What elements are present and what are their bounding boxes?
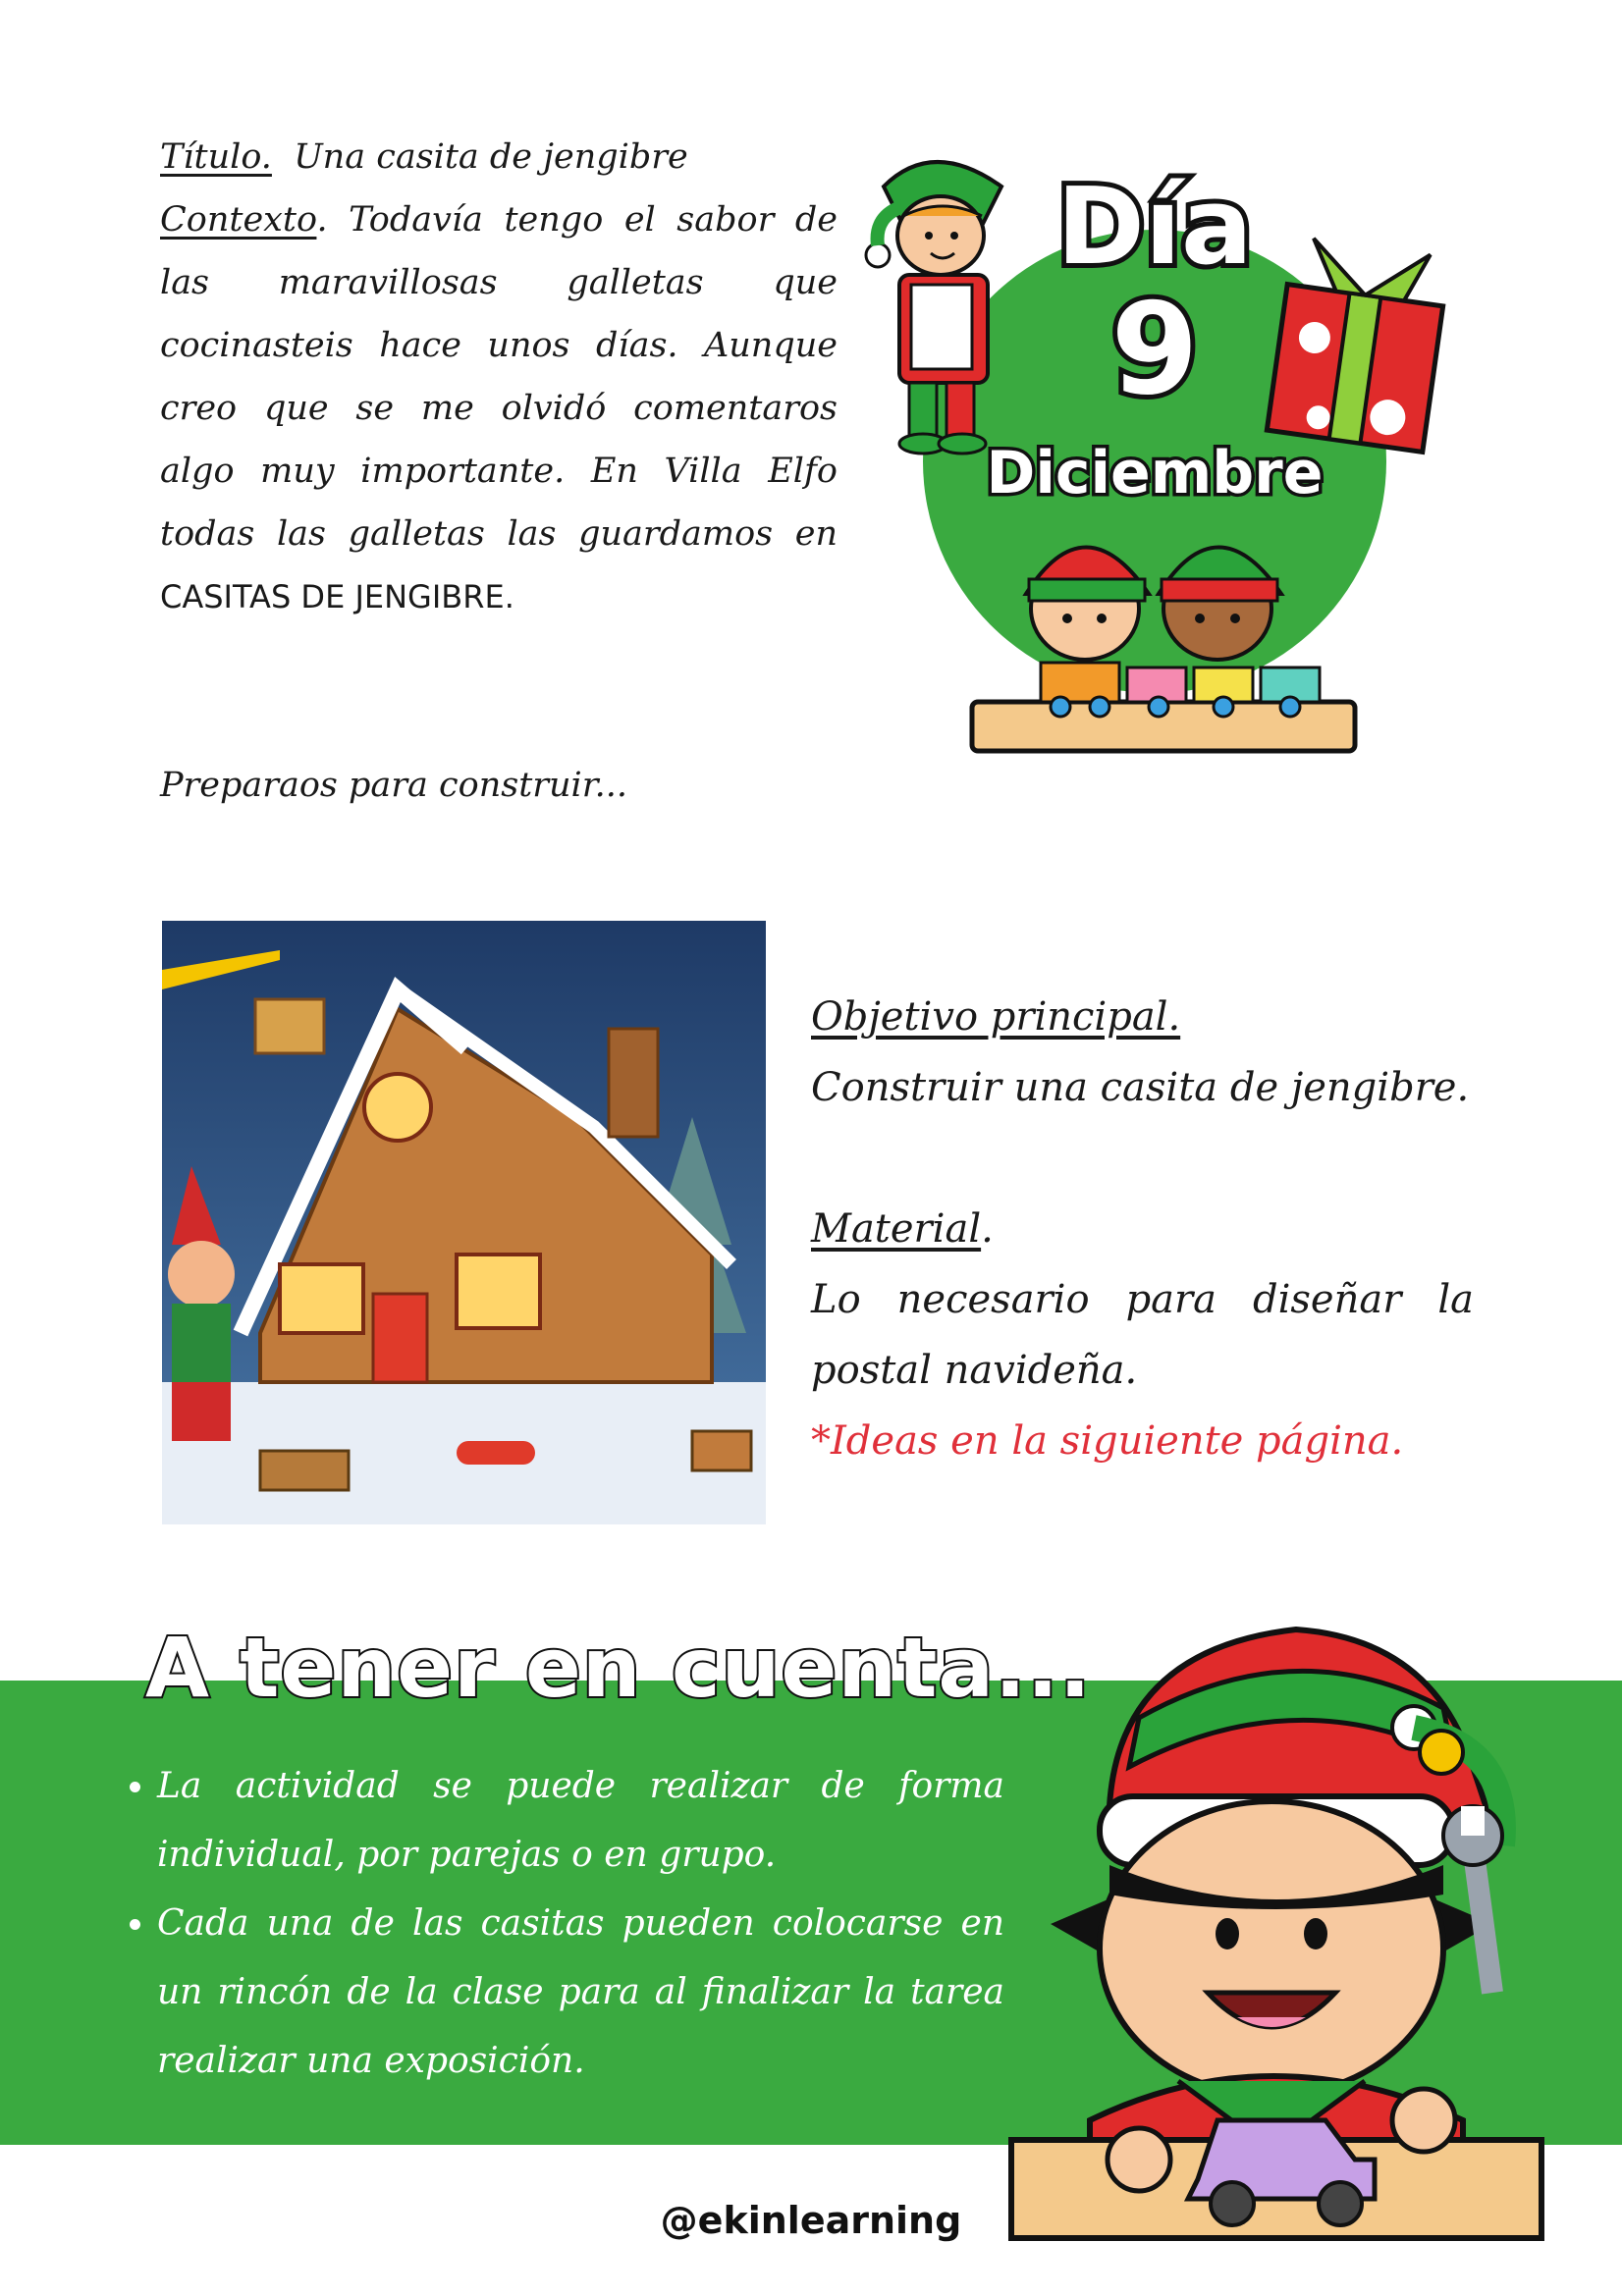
material-line: Material. [811,1206,994,1252]
day-number: 9 [1110,277,1199,423]
context-label: Contexto [160,200,317,240]
context-text: . Todavía tengo el sabor de las maravillosas galletas que cocinasteis hace unos días. Aunque creo que se me olvidó comentaros algo muy importante. En Villa Elfo todas las galletas las guardamos en [160,200,838,554]
day-badge [864,147,1473,775]
gift-icon [1267,239,1442,453]
objective-label: Objetivo principal. [811,994,1181,1040]
gingerbread-house-picture [162,921,766,1524]
elf-with-wrench-and-toy-car-icon [1001,1571,1581,2248]
tip-item: • La actividad se puede realizar de forma individual, por parejas o en grupo. [157,1752,1004,1890]
title-line [160,126,838,188]
material-label: Material [811,1206,982,1252]
tips-title: A tener en cuenta... [145,1620,1092,1716]
footer-handle: @ekinlearning [660,2199,962,2242]
tip-item: • Cada una de las casitas pueden colocarse en un rincón de la clase para al finalizar la tarea realizar una exposición. [157,1890,1004,2096]
objective-block [811,982,1474,1476]
title-label: Título. [160,137,272,177]
tips-list [116,1752,1004,2096]
context-paragraph [160,188,838,628]
month-label: Diciembre [986,439,1324,507]
ideas-note: *Ideas en la siguiente página. [811,1418,1404,1464]
material-text: Lo necesario para diseñar la postal navideña. [811,1277,1474,1393]
intro-text [160,126,838,628]
context-caps: CASITAS DE JENGIBRE. [160,578,514,615]
title-text: Una casita de jengibre [294,137,688,177]
prepare-text: Preparaos para construir... [160,766,627,805]
tips-list-container [116,1752,1004,2096]
day-word: Día [1056,166,1253,289]
objective-text: Construir una casita de jengibre. [811,1065,1470,1110]
